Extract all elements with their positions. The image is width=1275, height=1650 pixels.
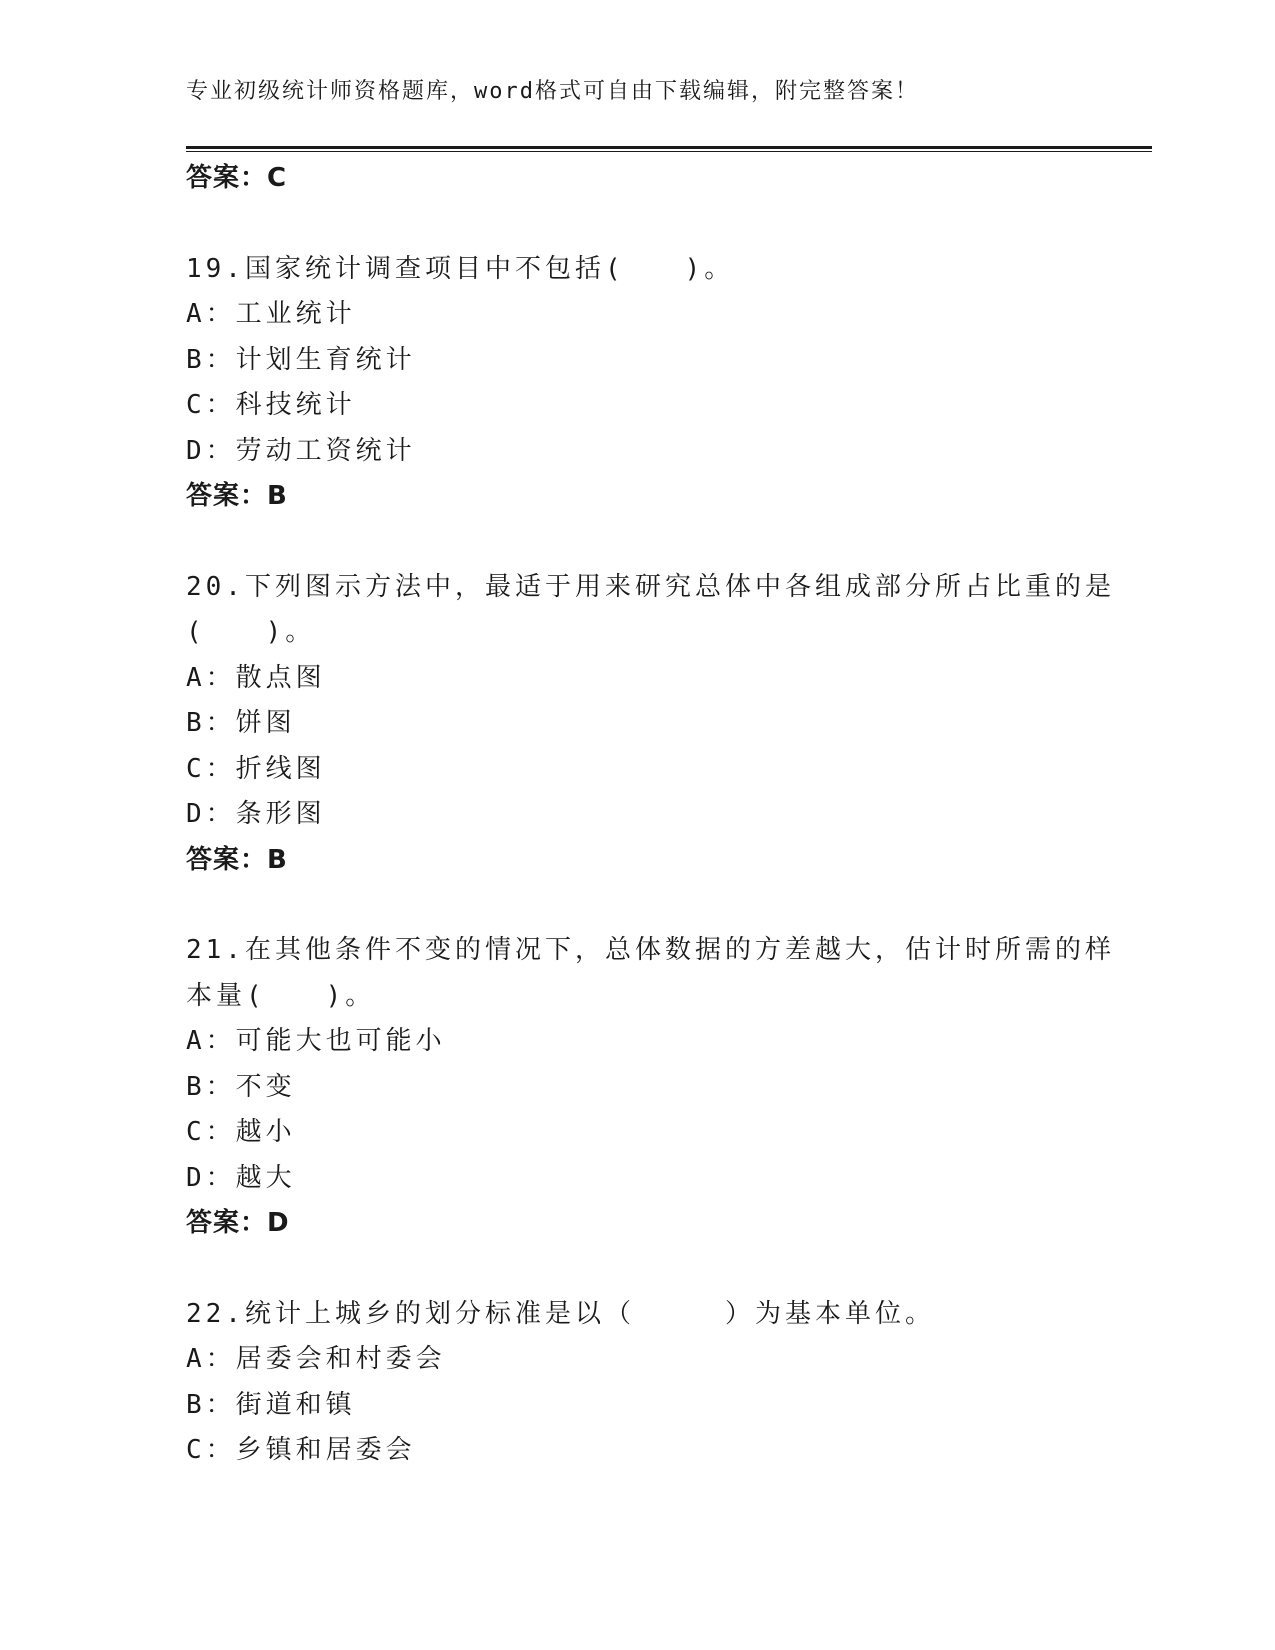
option-b: B：街道和镇 [186,1389,356,1420]
header-rule-thick [186,146,1152,149]
option-d: D：越大 [186,1162,296,1193]
question-stem-continued: ( )。 [186,617,316,647]
option-c: C：乡镇和居委会 [186,1435,416,1465]
option-d: D：劳动工资统计 [186,435,416,466]
question-22 [186,1292,1086,1474]
option-c: C：科技统计 [186,390,356,420]
question-19 [186,247,1086,520]
question-stem-continued: 本量( )。 [186,980,376,1011]
option-c: C：越小 [186,1117,296,1147]
question-stem: 20.下列图示方法中，最适于用来研究总体中各组成部分所占比重的是 [186,571,1115,602]
answer-line: 答案：B [186,481,288,511]
option-a: A：居委会和村委会 [186,1344,446,1374]
option-c: C：折线图 [186,753,326,784]
question-stem: 21.在其他条件不变的情况下，总体数据的方差越大，估计时所需的样 [186,935,1115,965]
question-list [186,156,1115,1474]
option-a: A：可能大也可能小 [186,1026,446,1056]
header-rule-thin [186,151,1152,152]
question-20 [186,565,1115,884]
page-header: 专业初级统计师资格题库，word格式可自由下载编辑，附完整答案！ [186,79,919,104]
option-b: B：不变 [186,1071,296,1102]
option-d: D：条形图 [186,799,326,829]
answer-line: 答案：B [186,844,288,875]
option-b: B：计划生育统计 [186,344,416,375]
question-stem: 22.统计上城乡的划分标准是以（ ）为基本单位。 [186,1298,935,1329]
option-a: A：工业统计 [186,299,356,329]
answer-line: 答案：D [186,1208,290,1238]
question-stem: 19.国家统计调查项目中不包括( )。 [186,253,735,284]
option-b: B：饼图 [186,708,296,738]
question-21 [186,928,1115,1247]
option-a: A：散点图 [186,662,326,693]
previous-answer: 答案：C [186,163,288,193]
